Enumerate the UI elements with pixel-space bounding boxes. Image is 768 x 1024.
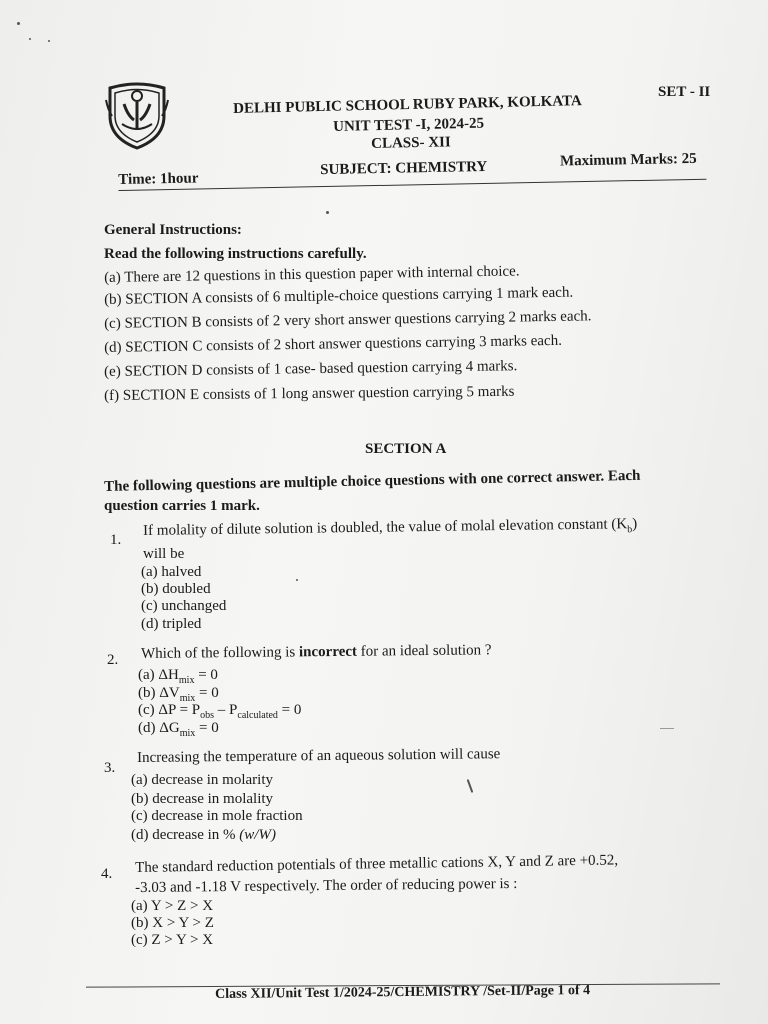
option: (d) $\Delta G_{mix} = 0$ (138, 720, 219, 739)
option: (a) decrease in molarity (131, 772, 274, 788)
option: (d) decrease in % (w/W) (131, 827, 276, 843)
instruction-item: (a) There are 12 questions in this question paper with internal choice. (104, 263, 520, 286)
subject-label: SUBJECT: CHEMISTRY (320, 158, 488, 179)
scan-speck (467, 779, 474, 793)
page-footer: Class XII/Unit Test 1/2024-25/CHEMISTRY /Set-II/Page 1 of 4 (215, 983, 591, 1002)
option: (c) decrease in mole fraction (131, 808, 303, 824)
section-a-intro-cont: question carries 1 mark. (104, 498, 260, 514)
set-label: SET - II (658, 84, 711, 100)
question-number: 3. (104, 760, 116, 776)
instructions-read-note: Read the following instructions carefully. (104, 246, 367, 262)
max-marks-label: Maximum Marks: 25 (559, 150, 697, 170)
time-label: Time: 1hour (118, 170, 199, 188)
exam-name: UNIT TEST -I, 2024-25 (333, 115, 485, 135)
instructions-title: General Instructions: (104, 222, 242, 238)
question-1-text-cont: will be (143, 546, 185, 562)
instruction-item: (e) SECTION D consists of 1 case- based question carrying 4 marks. (104, 358, 518, 380)
section-a-intro: The following questions are multiple choice questions with one correct answer. Each (104, 467, 641, 495)
instruction-item: (b) SECTION A consists of 6 multiple-choice questions carrying 1 mark each. (104, 284, 574, 308)
scan-speck (660, 728, 674, 729)
section-a-title: SECTION A (365, 441, 447, 457)
scan-speck (17, 22, 20, 25)
exam-meta-row (118, 150, 706, 188)
option: (c) unchanged (141, 598, 227, 614)
option: (a) Y > Z > X (131, 898, 214, 914)
option: (c) Z > Y > X (131, 932, 214, 948)
school-name: DELHI PUBLIC SCHOOL RUBY PARK, KOLKATA (233, 93, 582, 117)
class-label: CLASS- XII (371, 134, 451, 152)
option: (d) tripled (141, 616, 202, 632)
option: (c) $\Delta P = P_{obs} - P_{calculated} = 0$ (138, 702, 302, 721)
question-3-text: Increasing the temperature of an aqueous solution will cause (137, 746, 501, 766)
question-number: 4. (101, 866, 113, 882)
option: (b) decrease in molality (131, 791, 274, 807)
scan-speck (29, 38, 31, 40)
scan-speck (48, 40, 50, 42)
question-2-text: Which of the following is incorrect for an ideal solution ? (141, 642, 492, 662)
header-rule (118, 179, 706, 191)
option: (a) $\Delta H_{mix} = 0$ (138, 667, 218, 686)
option: (b) $\Delta V_{mix} = 0$ (138, 685, 219, 704)
question-1-text: If molality of dilute solution is doubled, the value of molal elevation constant $(K_b)$ (143, 516, 638, 539)
instruction-item: (d) SECTION C consists of 2 short answer questions carrying 3 marks each. (104, 332, 563, 356)
instruction-item: (f) SECTION E consists of 1 long answer question carrying 5 marks (104, 383, 515, 404)
school-crest-logo (104, 80, 170, 150)
question-4-text: The standard reduction potentials of three metallic cations X, Y and Z are +0.52, (135, 852, 619, 876)
instruction-item: (c) SECTION B consists of 2 very short answer questions carrying 2 marks each. (104, 308, 592, 332)
scan-speck (326, 211, 329, 214)
question-number: 1. (110, 532, 122, 548)
option: (a) halved (141, 564, 202, 580)
option: (b) doubled (141, 581, 211, 597)
option: (b) X > Y > Z (131, 915, 214, 931)
question-4-text-cont: -3.03 and -1.18 V respectively. The order of reducing power is : (135, 875, 518, 896)
question-number: 2. (107, 652, 119, 668)
scan-speck (296, 579, 298, 581)
